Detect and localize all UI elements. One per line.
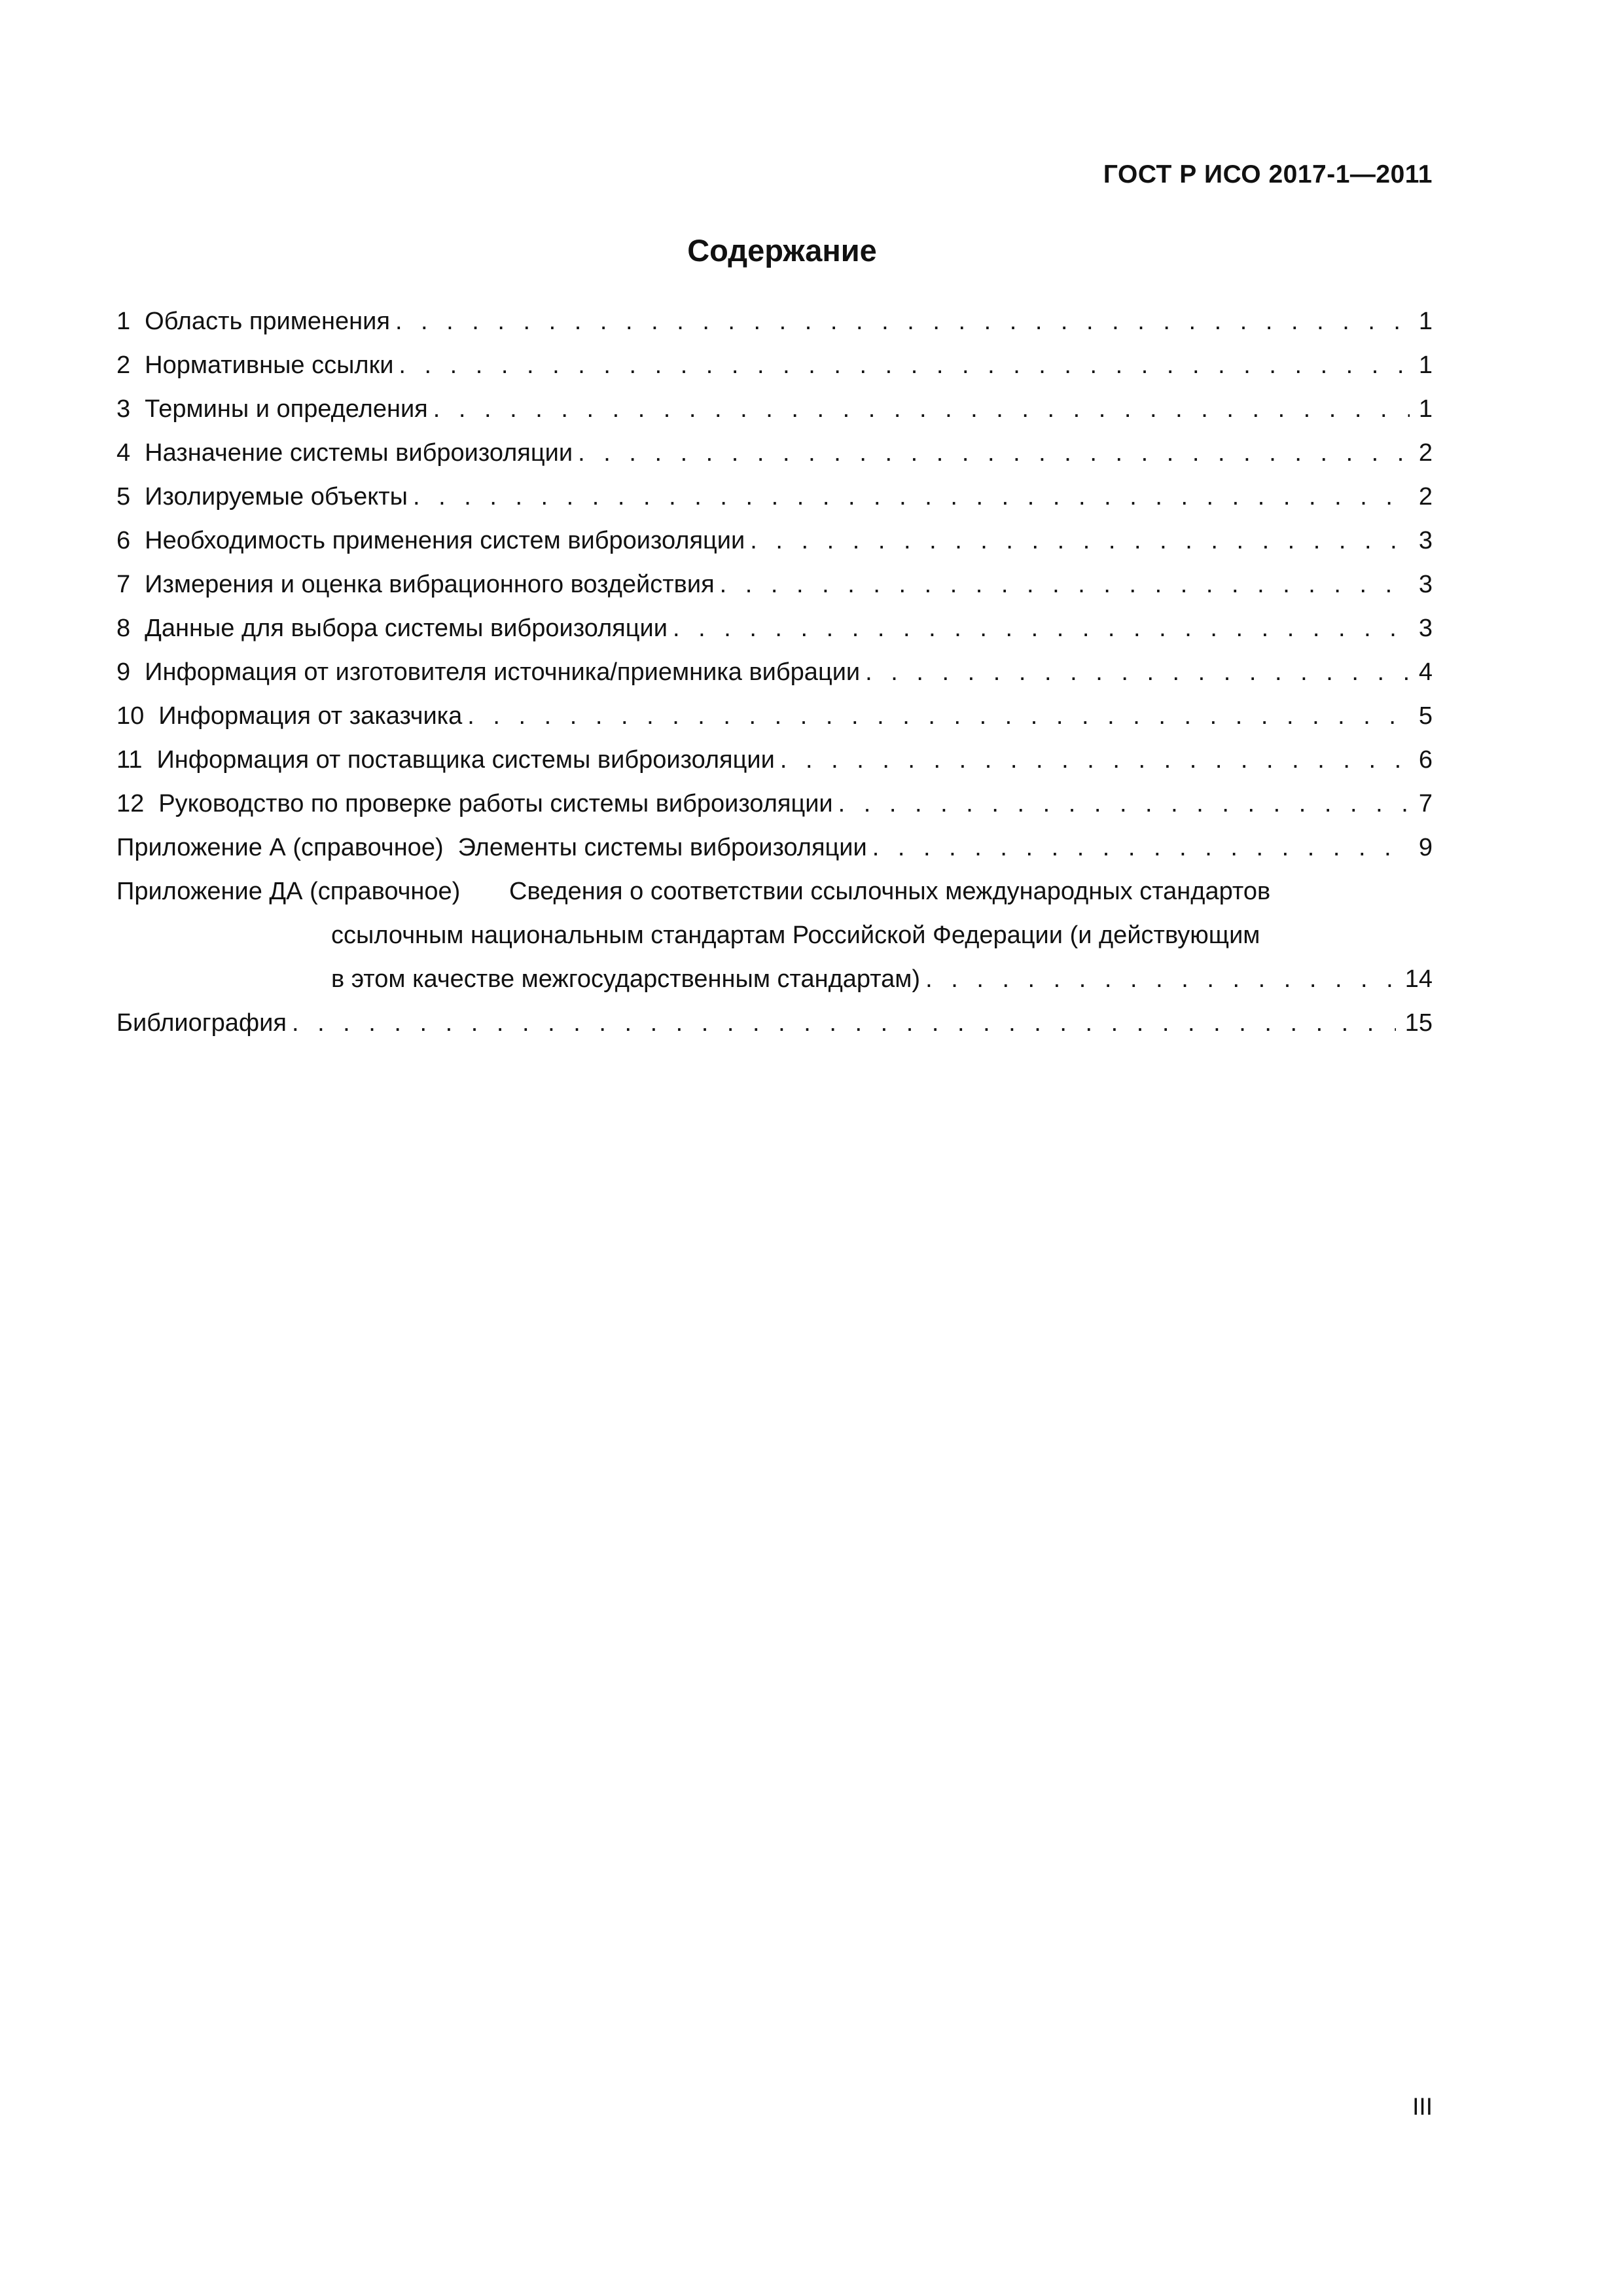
dot-leader: [292, 1001, 1396, 1045]
toc-entry-number: 12: [116, 790, 145, 817]
toc-entry-10[interactable]: [116, 694, 1433, 738]
dot-leader: [872, 826, 1410, 870]
toc-entry-3[interactable]: [116, 387, 1433, 431]
toc-entry-page: 14: [1404, 965, 1433, 993]
dot-leader: [838, 782, 1410, 826]
table-of-contents: [116, 300, 1433, 1045]
dot-leader: [578, 431, 1410, 475]
toc-entry-page: 6: [1418, 746, 1433, 774]
dot-leader: [673, 607, 1410, 651]
toc-entry-title: Изолируемые объекты: [145, 483, 408, 511]
dot-leader: [413, 475, 1410, 519]
toc-entry-title: Необходимость применения систем виброизоляции: [145, 527, 745, 554]
toc-entry-number: 11: [116, 746, 143, 774]
toc-entry-title: Руководство по проверке работы системы виброизоляции: [158, 790, 833, 817]
toc-entry-title-line-1: Сведения о соответствии ссылочных международных стандартов: [509, 878, 1271, 905]
toc-entry-12[interactable]: [116, 782, 1433, 826]
dot-leader: [467, 694, 1410, 738]
toc-entry-11[interactable]: [116, 738, 1433, 782]
toc-entry-number: 10: [116, 702, 145, 730]
toc-entry-title: Элементы системы виброизоляции: [457, 834, 867, 861]
appendix-label: Приложение А (справочное): [116, 834, 444, 861]
toc-entry-8[interactable]: [116, 607, 1433, 651]
toc-entry-page: 3: [1418, 615, 1433, 642]
toc-entry-appendix-da[interactable]: [116, 870, 1433, 1001]
toc-entry-number: 8: [116, 615, 131, 642]
toc-entry-number: 2: [116, 351, 131, 379]
toc-title: Содержание: [687, 233, 877, 268]
dot-leader: [865, 651, 1410, 694]
toc-entry-last-line: [331, 958, 1433, 1001]
dot-leader: [780, 738, 1410, 782]
dot-leader: [720, 563, 1410, 607]
toc-entry-page: 1: [1418, 308, 1433, 335]
toc-entry-page: 2: [1418, 439, 1433, 467]
toc-entry-title: Информация от заказчика: [158, 702, 463, 730]
toc-entry-title-line-2: ссылочным национальным стандартам Российской Федерации (и действующим: [331, 922, 1260, 949]
toc-entry-number: 9: [116, 658, 131, 686]
dot-leader: [750, 519, 1410, 563]
toc-entry-6[interactable]: [116, 519, 1433, 563]
toc-entry-1[interactable]: [116, 300, 1433, 344]
toc-entry-page: 9: [1418, 834, 1433, 861]
toc-entry-page: 1: [1418, 351, 1433, 379]
toc-entry-number: 5: [116, 483, 131, 511]
toc-entry-title: Назначение системы виброизоляции: [145, 439, 573, 467]
toc-entry-number: 7: [116, 571, 131, 598]
toc-entry-5[interactable]: [116, 475, 1433, 519]
toc-entry-title: Измерения и оценка вибрационного воздействия: [145, 571, 715, 598]
toc-entry-title: Данные для выбора системы виброизоляции: [145, 615, 668, 642]
toc-entry-page: 1: [1418, 395, 1433, 423]
toc-entry-7[interactable]: [116, 563, 1433, 607]
appendix-label: Приложение ДА (справочное): [116, 878, 461, 905]
dot-leader: [433, 387, 1410, 431]
toc-entry-number: 6: [116, 527, 131, 554]
toc-entry-4[interactable]: [116, 431, 1433, 475]
toc-entry-title: Библиография: [116, 1009, 287, 1037]
toc-entry-title: Термины и определения: [145, 395, 428, 423]
toc-entry-page: 3: [1418, 527, 1433, 554]
toc-entry-page: 2: [1418, 483, 1433, 511]
toc-entry-bibliography[interactable]: [116, 1001, 1433, 1045]
toc-entry-9[interactable]: [116, 651, 1433, 694]
toc-entry-page: 3: [1418, 571, 1433, 598]
toc-entry-page: 7: [1418, 790, 1433, 817]
toc-entry-page: 15: [1404, 1009, 1433, 1037]
toc-entry-title: Информация от изготовителя источника/приемника вибрации: [145, 658, 861, 686]
page-number: III: [1412, 2093, 1433, 2120]
toc-entry-page: 5: [1418, 702, 1433, 730]
toc-entry-title: Информация от поставщика системы виброизоляции: [156, 746, 775, 774]
toc-entry-title-line-3: в этом качестве межгосударственным стандартам): [331, 965, 921, 993]
dot-leader: [925, 958, 1396, 1001]
toc-entry-title: Область применения: [145, 308, 390, 335]
toc-entry-number: 4: [116, 439, 131, 467]
toc-entry-2[interactable]: [116, 344, 1433, 387]
toc-entry-appendix-a[interactable]: [116, 826, 1433, 870]
toc-entry-page: 4: [1418, 658, 1433, 686]
document-code: ГОСТ Р ИСО 2017-1—2011: [1103, 160, 1433, 188]
toc-entry-number: 1: [116, 308, 131, 335]
toc-entry-title: Нормативные ссылки: [145, 351, 394, 379]
dot-leader: [395, 300, 1410, 344]
toc-entry-number: 3: [116, 395, 131, 423]
dot-leader: [399, 344, 1409, 387]
